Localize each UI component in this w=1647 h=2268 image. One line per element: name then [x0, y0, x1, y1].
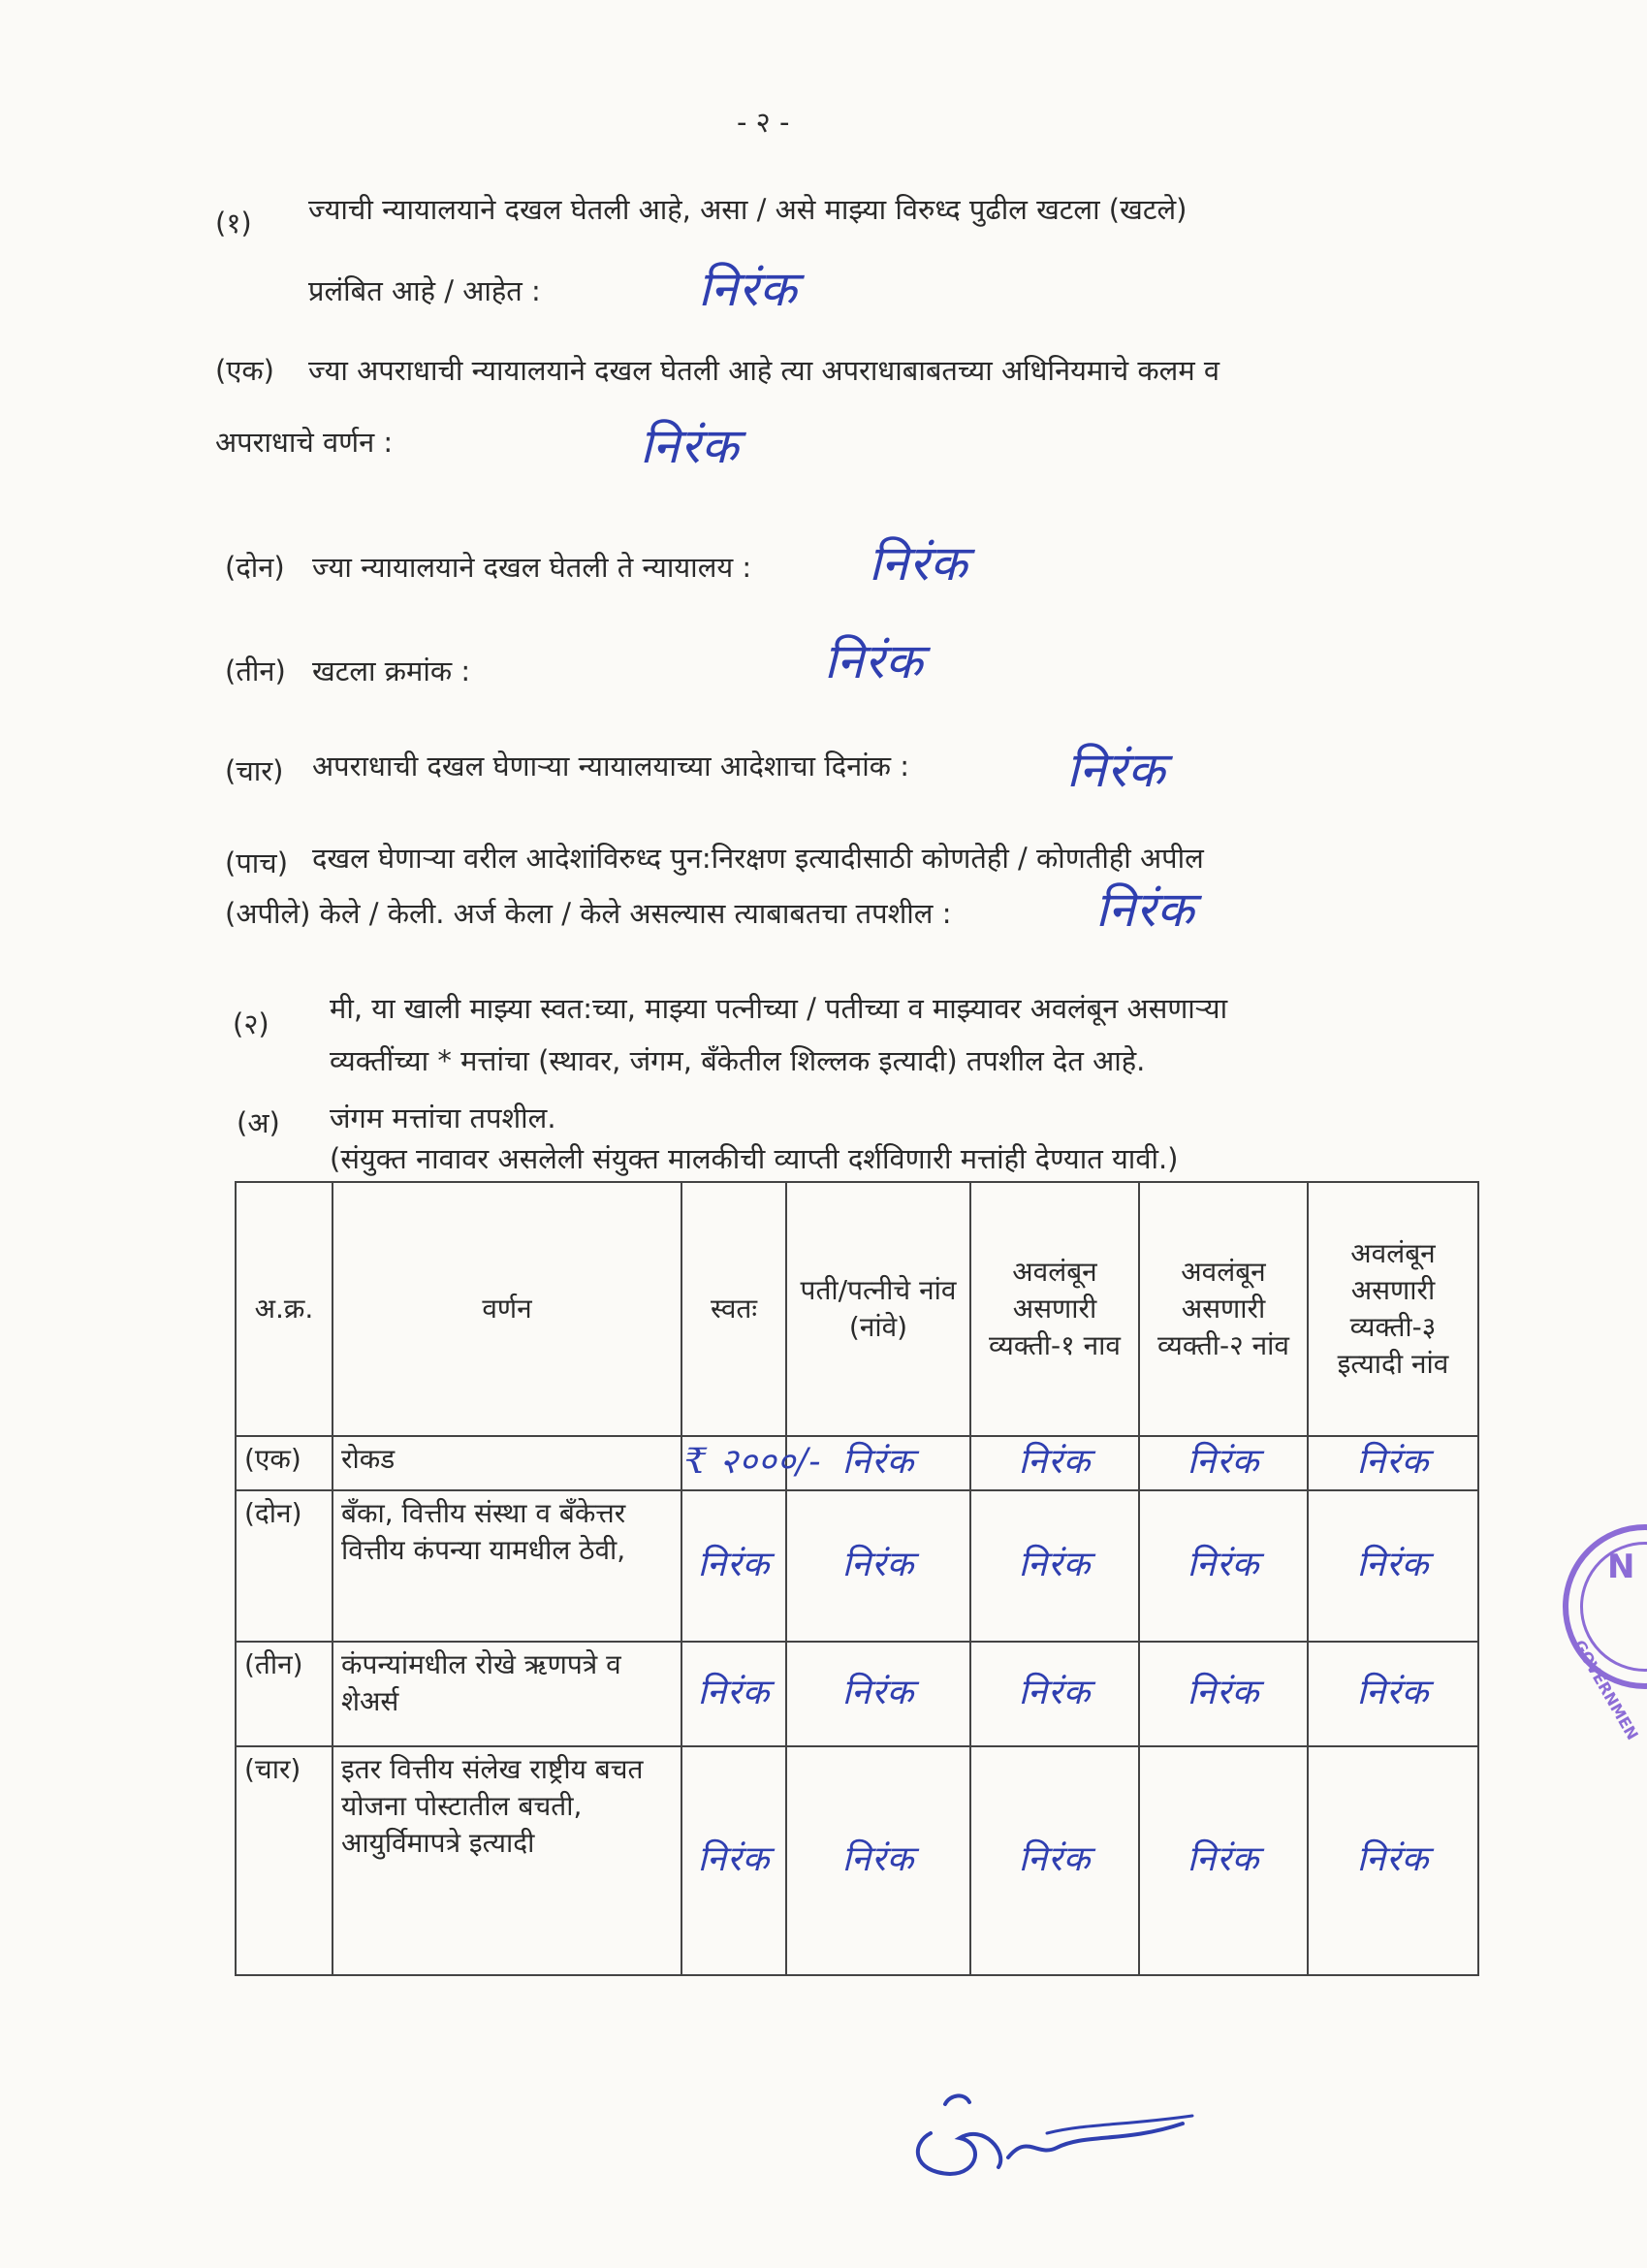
section-a-title: जंगम मत्तांचा तपशील. — [330, 1102, 556, 1134]
item-don-text: ज्या न्यायालयाने दखल घेतली ते न्यायालय : — [312, 551, 752, 584]
item-teen-answer: निरंक — [824, 633, 924, 689]
table-row — [236, 1746, 1478, 1975]
table-row — [236, 1642, 1478, 1746]
value-dependent-3: निरंक — [1356, 1839, 1430, 1879]
movable-assets-table — [235, 1181, 1479, 1976]
signature — [892, 2065, 1212, 2182]
table-row — [236, 1436, 1478, 1490]
header-dependent-2: अवलंबून असणारी व्यक्ती-२ नांव — [1139, 1182, 1308, 1436]
section-a-note: (संयुक्त नावावर असलेली संयुक्त मालकीची व्याप्ती दर्शविणारी मत्तांही देण्यात यावी.) — [330, 1142, 1179, 1175]
item-ek-answer: निरंक — [640, 418, 740, 474]
item-ek-line2: अपराधाचे वर्णन : — [215, 426, 394, 459]
section2-line2: व्यक्तींच्या * मत्तांचा (स्थावर, जंगम, बँकेतील शिल्लक इत्यादी) तपशील देत आहे. — [330, 1044, 1146, 1077]
value-dependent-3: निरंक — [1356, 1442, 1430, 1482]
value-dependent-1: निरंक — [1018, 1673, 1092, 1712]
section1-number: (१) — [215, 207, 252, 240]
row-sr: (दोन) — [236, 1490, 333, 1642]
item-ek-line1: ज्या अपराधाची न्यायालयाने दखल घेतली आहे त्या अपराधाबाबतच्या अधिनियमाचे कलम व — [308, 354, 1219, 387]
row-description: कंपन्यांमधील रोखे ऋणपत्रे व शेअर्स — [333, 1642, 681, 1746]
header-sr: अ.क्र. — [236, 1182, 333, 1436]
header-dependent-3: अवलंबून असणारी व्यक्ती-३ इत्यादी नांव — [1308, 1182, 1478, 1436]
header-dependent-1: अवलंबून असणारी व्यक्ती-१ नाव — [970, 1182, 1139, 1436]
section1-answer: निरंक — [698, 261, 798, 317]
item-pach-line2: (अपीले) केले / केली. अर्ज केला / केले असल्यास त्याबाबतचा तपशील : — [225, 897, 952, 930]
value-dependent-2: निरंक — [1187, 1545, 1260, 1584]
item-don-number: (दोन) — [225, 551, 285, 584]
value-self: निरंक — [697, 1545, 771, 1584]
section1-line2: प्रलंबित आहे / आहेत : — [308, 274, 541, 307]
page-number: - २ - — [737, 106, 790, 139]
value-self: ₹ २०००/- — [684, 1442, 822, 1482]
table-header-row — [236, 1182, 1478, 1436]
item-don-answer: निरंक — [869, 535, 968, 591]
value-dependent-1: निरंक — [1018, 1545, 1092, 1584]
value-spouse: निरंक — [841, 1673, 915, 1712]
value-spouse: निरंक — [841, 1839, 915, 1879]
section2-line1: मी, या खाली माझ्या स्वत:च्या, माझ्या पत्नीच्या / पतीच्या व माझ्यावर अवलंबून असणाऱ्या — [330, 992, 1228, 1025]
value-self: निरंक — [697, 1673, 771, 1712]
value-dependent-3: निरंक — [1356, 1673, 1430, 1712]
item-pach-answer: निरंक — [1095, 881, 1195, 938]
row-description: इतर वित्तीय संलेख राष्ट्रीय बचत योजना पोस्टातील बचती, आयुर्विमापत्रे इत्यादी — [333, 1746, 681, 1975]
item-char-text: अपराधाची दखल घेणाऱ्या न्यायालयाच्या आदेशाचा दिनांक : — [312, 750, 910, 783]
value-dependent-1: निरंक — [1018, 1442, 1092, 1482]
row-sr: (तीन) — [236, 1642, 333, 1746]
row-sr: (एक) — [236, 1436, 333, 1490]
item-pach-line1: दखल घेणाऱ्या वरील आदेशांविरुध्द पुन:निरक्षण इत्यादीसाठी कोणतेही / कोणतीही अपील — [312, 842, 1204, 875]
row-sr: (चार) — [236, 1746, 333, 1975]
row-description: रोकड — [333, 1436, 681, 1490]
value-dependent-2: निरंक — [1187, 1673, 1260, 1712]
value-dependent-2: निरंक — [1187, 1442, 1260, 1482]
row-description: बँका, वित्तीय संस्था व बँकेत्तर वित्तीय कंपन्या यामधील ठेवी, — [333, 1490, 681, 1642]
value-self: निरंक — [697, 1839, 771, 1879]
value-dependent-3: निरंक — [1356, 1545, 1430, 1584]
item-teen-text: खटला क्रमांक : — [312, 655, 471, 687]
item-teen-number: (तीन) — [225, 655, 286, 687]
value-dependent-2: निरंक — [1187, 1839, 1260, 1879]
item-pach-number: (पाच) — [225, 847, 289, 879]
header-self: स्वतः — [681, 1182, 786, 1436]
value-spouse: निरंक — [841, 1545, 915, 1584]
section2-number: (२) — [233, 1007, 269, 1040]
value-dependent-1: निरंक — [1018, 1839, 1092, 1879]
section-a-number: (अ) — [237, 1106, 280, 1139]
item-char-number: (चार) — [225, 754, 284, 787]
header-description: वर्णन — [333, 1182, 681, 1436]
section1-line1: ज्याची न्यायालयाने दखल घेतली आहे, असा / असे माझ्या विरुध्द पुढील खटला (खटले) — [308, 193, 1188, 226]
item-ek-number: (एक) — [215, 354, 274, 387]
official-seal: N GOVERNMEN — [1563, 1524, 1647, 1689]
item-char-answer: निरंक — [1066, 742, 1166, 798]
header-spouse: पती/पत्नीचे नांव (नांवे) — [786, 1182, 970, 1436]
table-row — [236, 1490, 1478, 1642]
value-spouse: निरंक — [841, 1442, 915, 1482]
